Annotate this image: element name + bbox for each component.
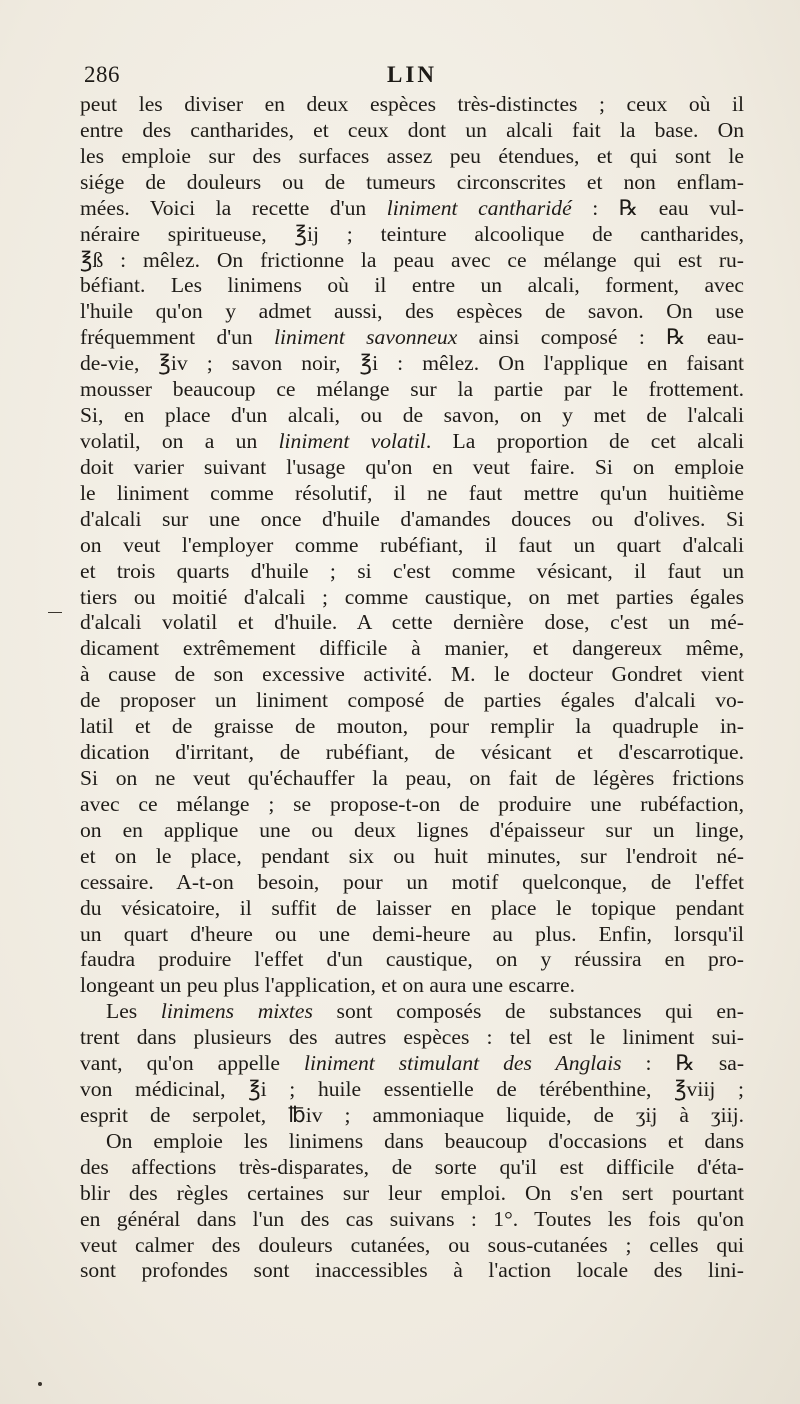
text-line: mées. Voici la recette d'un liniment cantharidé : ℞ eau vul- [80, 195, 745, 220]
text-line: veut calmer des douleurs cutanées, ou sous-cutanées ; celles qui [80, 1232, 744, 1257]
text-line: latil et de graisse de mouton, pour remplir la quadruple in- [80, 714, 744, 739]
margin-mark [48, 612, 62, 613]
text-line: béfiant. Les linimens où il entre un alcali, forment, avec [80, 273, 744, 298]
text-line: On emploie les linimens dans beaucoup d'occasions et dans [106, 1128, 744, 1153]
text-line: sont profondes sont inaccessibles à l'action locale des lini- [80, 1258, 744, 1283]
text-line: doit varier suivant l'usage qu'on en veut faire. Si on emploie [80, 454, 744, 479]
text-line: de proposer un liniment composé de parties égales d'alcali vo- [80, 688, 744, 713]
text-line: on veut l'employer comme rubéfiant, il faut un quart d'alcali [80, 532, 744, 557]
text-line: et trois quarts d'huile ; si c'est comme vésicant, il faut un [80, 558, 744, 583]
running-head: LIN [387, 62, 437, 87]
text-line: Les linimens mixtes sont composés de substances qui en- [106, 999, 744, 1024]
text-line: entre des cantharides, et ceux dont un alcali fait la base. On [80, 117, 744, 142]
text-line: à cause de son excessive activité. M. le docteur Gondret vient [80, 662, 744, 687]
text-line: trent dans plusieurs des autres espèces : tel est le liniment sui- [80, 1025, 744, 1050]
text-line: siége de douleurs ou de tumeurs circonscrites et non enflam- [80, 169, 744, 194]
text-line: volatil, on a un liniment volatil. La proportion de cet alcali [80, 428, 744, 453]
text-line: d'alcali volatil et d'huile. A cette dernière dose, c'est un mé- [80, 610, 744, 635]
text-line: fréquemment d'un liniment savonneux ainsi composé : ℞ eau- [80, 325, 745, 350]
text-line: d'alcali sur une once d'huile d'amandes douces ou d'olives. Si [80, 506, 744, 531]
text-line: ℥ß : mêlez. On frictionne la peau avec ce mélange qui est ru- [80, 247, 744, 272]
text-line: esprit de serpolet, ℔iv ; ammoniaque liquide, de ʒij à ʒiij. [80, 1102, 744, 1127]
ink-dot [38, 1382, 42, 1386]
text-line: et on le place, pendant six ou huit minutes, sur l'endroit né- [80, 843, 744, 868]
text-line: l'huile qu'on y admet aussi, des espèces de savon. On use [80, 299, 744, 324]
text-line: du vésicatoire, il suffit de laisser en place le topique pendant [80, 895, 744, 920]
text-line: Si, en place d'un alcali, ou de savon, on y met de l'alcali [80, 403, 744, 428]
page-header [84, 62, 740, 92]
text-line: un quart d'heure ou une demi-heure au plus. Enfin, lorsqu'il [80, 921, 744, 946]
text-line: néraire spiritueuse, ℥ij ; teinture alcoolique de cantharides, [80, 221, 744, 246]
text-line: en général dans l'un des cas suivans : 1°. Toutes les fois qu'on [80, 1206, 744, 1231]
text-line: Si on ne veut qu'échauffer la peau, on fait de légères frictions [80, 765, 744, 790]
text-line: dicament extrêmement difficile à manier, et dangereux même, [80, 636, 744, 661]
text-line: peut les diviser en deux espèces très-distinctes ; ceux où il [80, 92, 744, 116]
text-line: de-vie, ℥iv ; savon noir, ℥i : mêlez. On l'applique en faisant [80, 351, 744, 376]
text-line: blir des règles certaines sur leur emploi. On s'en sert pourtant [80, 1180, 744, 1205]
text-line: les emploie sur des surfaces assez peu étendues, et qui sont le [80, 143, 744, 168]
text-line: von médicinal, ℥i ; huile essentielle de térébenthine, ℥viij ; [80, 1077, 744, 1102]
text-line: cessaire. A-t-on besoin, pour un motif quelconque, de l'effet [80, 869, 744, 894]
text-line: le liniment comme résolutif, il ne faut mettre qu'un huitième [80, 480, 744, 505]
text-line: vant, qu'on appelle liniment stimulant des Anglais : ℞ sa- [80, 1051, 745, 1076]
text-line: faudra produire l'effet d'un caustique, on y réussira en pro- [80, 947, 744, 972]
text-line: des affections très-disparates, de sorte qu'il est difficile d'éta- [80, 1154, 744, 1179]
text-line: mousser beaucoup ce mélange sur la partie par le frottement. [80, 377, 744, 402]
text-line: tiers ou moitié d'alcali ; comme caustique, on met parties égales [80, 584, 744, 609]
text-line: longeant un peu plus l'application, et on aura une escarre. [80, 973, 575, 998]
body-text [80, 92, 744, 1284]
text-line: dication d'irritant, de rubéfiant, de vésicant et d'escarrotique. [80, 740, 744, 765]
text-line: avec ce mélange ; se propose-t-on de produire une rubéfaction, [80, 791, 744, 816]
text-line: on en applique une ou deux lignes d'épaisseur sur un linge, [80, 817, 744, 842]
page-number: 286 [84, 62, 120, 87]
